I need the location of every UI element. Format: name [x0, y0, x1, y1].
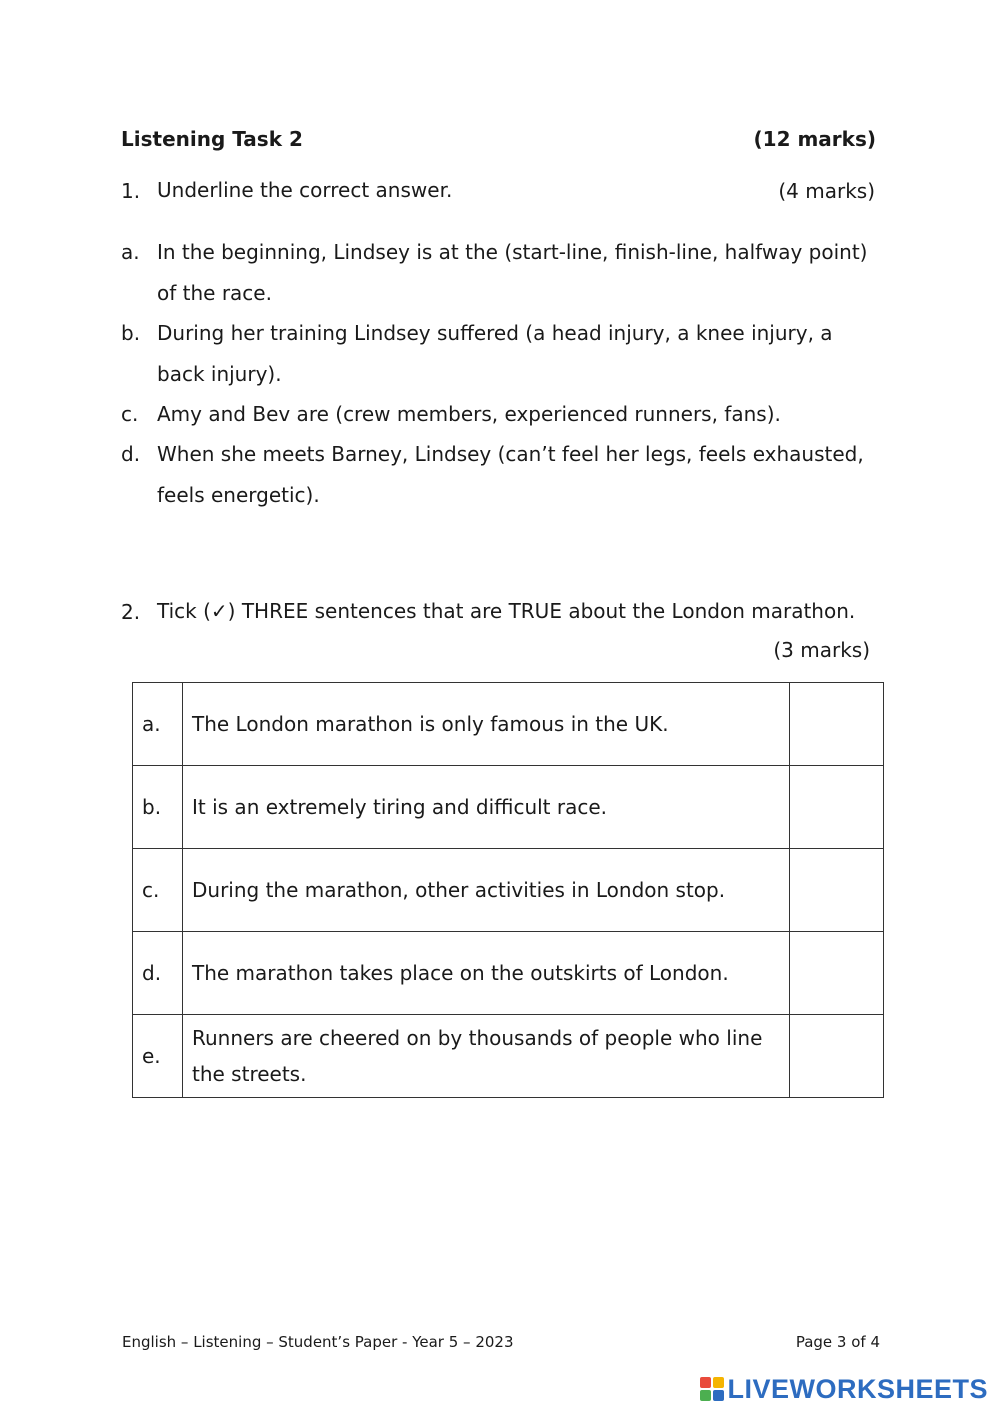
logo-blocks-icon: [700, 1377, 724, 1401]
table-row: [133, 683, 884, 766]
item-text[interactable]: Amy and Bev are (crew members, experienced runners, fans).: [157, 402, 781, 426]
table-row: [133, 849, 884, 932]
table-row: [133, 1015, 884, 1098]
row-statement: The London marathon is only famous in the UK.: [183, 683, 790, 766]
row-letter: a.: [133, 683, 183, 766]
question-2-marks: (3 marks): [773, 638, 870, 662]
question-1-item-b: [121, 313, 881, 395]
item-text[interactable]: When she meets Barney, Lindsey (can’t feel her legs, feels exhausted, feels energetic).: [157, 442, 864, 507]
logo-text: LIVEWORKSHEETS: [727, 1373, 988, 1404]
item-letter: b.: [121, 321, 141, 345]
question-1-item-c: [121, 394, 881, 435]
question-1-number: 1.: [121, 179, 141, 203]
tick-box[interactable]: [790, 849, 884, 932]
question-1-item-d: [121, 434, 881, 516]
tick-box[interactable]: [790, 766, 884, 849]
row-statement: Runners are cheered on by thousands of people who line the streets.: [183, 1015, 790, 1098]
tick-table: [132, 682, 884, 1098]
table-row: [133, 766, 884, 849]
task-title: Listening Task 2: [121, 127, 303, 151]
item-letter: c.: [121, 402, 139, 426]
row-statement: The marathon takes place on the outskirts of London.: [183, 932, 790, 1015]
page-number: Page 3 of 4: [795, 1333, 880, 1351]
footer-subject: English – Listening – Student’s Paper - Year 5 – 2023: [122, 1333, 514, 1351]
row-letter: b.: [133, 766, 183, 849]
row-letter: d.: [133, 932, 183, 1015]
item-letter: d.: [121, 442, 141, 466]
question-1-instruction: Underline the correct answer.: [157, 178, 453, 202]
item-letter: a.: [121, 240, 140, 264]
tick-box[interactable]: [790, 932, 884, 1015]
question-2-number: 2.: [121, 600, 141, 624]
row-letter: e.: [133, 1015, 183, 1098]
total-marks: (12 marks): [753, 127, 876, 151]
question-1-item-a: [121, 232, 881, 314]
row-letter: c.: [133, 849, 183, 932]
liveworksheets-logo: [700, 1372, 988, 1406]
row-statement: During the marathon, other activities in London stop.: [183, 849, 790, 932]
row-statement: It is an extremely tiring and difficult race.: [183, 766, 790, 849]
question-1-marks: (4 marks): [778, 179, 875, 203]
table-row: [133, 932, 884, 1015]
item-text[interactable]: In the beginning, Lindsey is at the (start-line, finish-line, halfway point) of the race.: [157, 240, 868, 305]
tick-box[interactable]: [790, 1015, 884, 1098]
tick-box[interactable]: [790, 683, 884, 766]
item-text[interactable]: During her training Lindsey suffered (a head injury, a knee injury, a back injury).: [157, 321, 833, 386]
question-2-instruction: Tick (✓) THREE sentences that are TRUE about the London marathon.: [157, 599, 856, 623]
